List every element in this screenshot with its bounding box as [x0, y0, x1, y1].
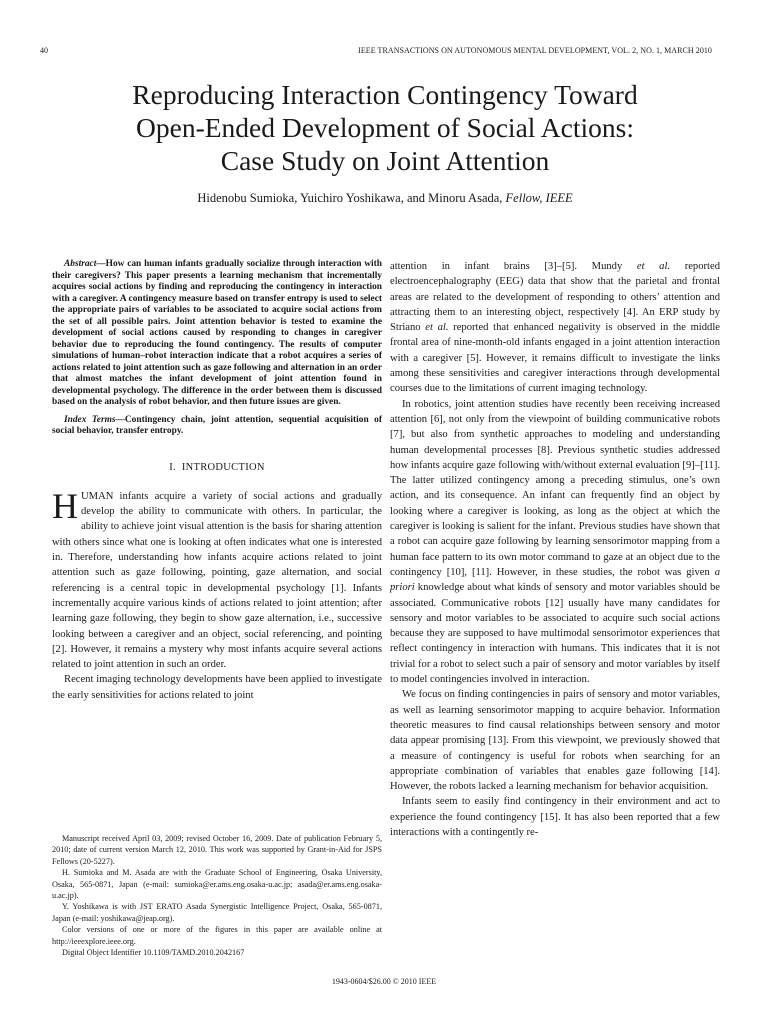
body-paragraph [390, 397, 720, 688]
section-number: I. [169, 461, 176, 473]
intro-paragraph-2: Recent imaging technology developments have been applied to investigate the early sensitivities for actions related to joint [52, 674, 382, 701]
body-paragraph: Infants seem to easily find contingency in their environment and act to experience the found contingency [15]. It has also been reported that a few interactions with a contingently re- [390, 796, 720, 838]
index-terms [52, 415, 382, 438]
section-title-rest: NTRODUCTION [185, 461, 265, 473]
title-line: Case Study on Joint Attention [220, 145, 550, 176]
copyright-footer: 1943-0604/$26.00 © 2010 IEEE [331, 977, 437, 986]
title-line: Open-Ended Development of Social Actions: [136, 112, 634, 143]
abstract [52, 259, 382, 409]
intro-paragraph-1 [52, 485, 382, 673]
footnote: H. Sumioka and M. Asada are with the Graduate School of Engineering, Osaka University, Osaka, 565-0871, Japan (e-mail: sumioka@er.ams.eng.osaka-u.ac.jp; asada@er.ams.eng.osaka-u.ac.jp). [52, 868, 382, 901]
page-number: 40 [40, 46, 48, 55]
intro-paragraph-1-text: UMAN infants acquire a variety of social actions and gradually develop the ability to communicate with others. In particular, the ability to achieve joint visual attention is the basis for sharing attention with others since what one is looking at often indicates what one is interested in. Therefore, understanding how infants acquire actions related to joint attention such as gaze following, pointing, gaze alternation, and social referencing is a central topic in developmental psychology [1]. Infants incrementally acquire various kinds of actions related to joint attention; after learning gaze following, they begin to show gaze alternation, i.e., successive looking between a caregiver and an object, social referencing, and pointing [2]. However, it remains a mystery why most infants acquire several actions related to joint attention in such an order. [52, 490, 382, 671]
footnote: Digital Object Identifier 10.1109/TAMD.2010.2042167 [62, 948, 245, 958]
running-header [40, 46, 712, 58]
text-run-italic: et al. [636, 261, 671, 272]
text-run: In robotics, joint attention studies have recently been receiving increased attention [6], not only from the viewpoint of building communicative robots [7], but also from synthetic approaches to modeling and understanding human developmental processes [8]. Previous synthetic studies addressed how infants acquire gaze following with/without external evaluation [9]–[11]. The latter utilized contingency among a preceding stimulus, one’s own action, and its consequence. An infant can frequently find an object by looking where a caregiver is looking, as long as the object at which the caregiver is looking is salient for the infant. Previous studies have shown that a robot can acquire gaze following by learning sensorimotor mapping from a human face pattern to its own motor command to gaze at an object due to the contingency [10], [11]. However, in these studies, the robot was given [390, 398, 720, 578]
text-run: attention in infant brains [3]–[5]. Mundy [390, 261, 637, 272]
footnote: Color versions of one or more of the figures in this paper are available online at http://ieeexplore.ieee.org. [52, 925, 382, 946]
author-suffix: Fellow, IEEE [505, 191, 573, 205]
text-run: knowledge about what kinds of sensory and motor variables should be associated. Communicative robots [12] usually have many candidates for sensory and motor variables to be associated to acquire such social actions because they are supposed to have multimodal sensorimotor experiences that reflect contingency in interaction with humans. This indicates that it is not trivial for a robot to select such a pair of sensory and motor variables by itself to model contingencies involved in interaction. [390, 582, 720, 686]
section-heading [52, 460, 382, 475]
drop-cap: H [52, 485, 78, 526]
journal-header: IEEE TRANSACTIONS ON AUTONOMOUS MENTAL DEVELOPMENT, VOL. 2, NO. 1, MARCH 2010 [358, 46, 712, 55]
title-line: Reproducing Interaction Contingency Toward [132, 79, 638, 110]
text-run: reported electroencephalography (EEG) data that show that the parietal and frontal areas are related to the development of responding to others’ attention and attracting them to an interesting object, respectively [4]. An ERP study by Striano [390, 261, 720, 334]
footnote: Y. Yoshikawa is with JST ERATO Asada Synergistic Intelligence Project, Osaka, 565-0871, Japan (e-mail: yoshikawa@jeap.org). [52, 902, 382, 923]
paper-title [40, 78, 730, 177]
footnotes [52, 833, 382, 958]
abstract-lead: Abstract [64, 259, 97, 269]
right-column [390, 259, 720, 840]
author-names: Hidenobu Sumioka, Yuichiro Yoshikawa, and Minoru Asada [197, 191, 500, 205]
footnote: Manuscript received April 03, 2009; revised October 16, 2009. Date of publication February 5, 2010; date of current version March 12, 2010. This work was supported by Grant-in-Aid for JSPS Fellows (20-5227). [52, 834, 382, 866]
abstract-text: —How can human infants gradually socialize through interaction with their caregivers? This paper presents a learning mechanism that incrementally acquires social actions by finding and reproducing the contingency in interaction with a caregiver. A contingency measure based on transfer entropy is used to select the appropriate pairs of variables to be associated to acquire social actions from the set of all possible pairs. Joint attention behavior is tested to examine the development of social actions caused by responding to changes in caregiver behavior due to reproducing the found contingency. The results of computer simulations of human–robot interaction indicate that a robot acquires a series of actions related to joint attention such as gaze following and alternation in an order that almost matches the infant development of joint attention found in developmental psychology. The difference in the order between them is discussed based on the analysis of robot behavior, and then future issues are given. [52, 259, 382, 407]
left-column [52, 259, 382, 703]
text-run: reported that enhanced negativity is observed in the middle frontal area of nine-month-old infants engaged in a joint attention interaction with a caregiver [5]. However, it remains difficult to investigate the links among these sensitivities and caregiver interactions through developmental courses due to the limitations of current imaging technology. [390, 322, 720, 395]
index-terms-lead: Index Terms [64, 414, 116, 425]
index-terms-text: —Contingency chain, joint attention, sequential acquisition of social behavior, transfer entropy. [52, 414, 382, 436]
body-paragraph [390, 259, 720, 397]
author-list: Hidenobu Sumioka, Yuichiro Yoshikawa, and Minoru Asada, Fellow, IEEE [197, 191, 573, 205]
body-paragraph: We focus on finding contingencies in pairs of sensory and motor variables, as well as learning sensorimotor mapping to acquire behavior. Information theoretic measures to find causal relationships between sensory and motor data appear promising [13]. From this viewpoint, we previously showed that a measure of contingency is useful for robots when searching for an appropriate combination of variables that enables gaze following [14]. However, the robots lacked a learning mechanism for behavior acquisition. [390, 689, 720, 793]
text-run-italic: et al. [425, 322, 449, 334]
text-run-italic: a priori [390, 566, 720, 594]
section-title-first: I [181, 461, 186, 473]
